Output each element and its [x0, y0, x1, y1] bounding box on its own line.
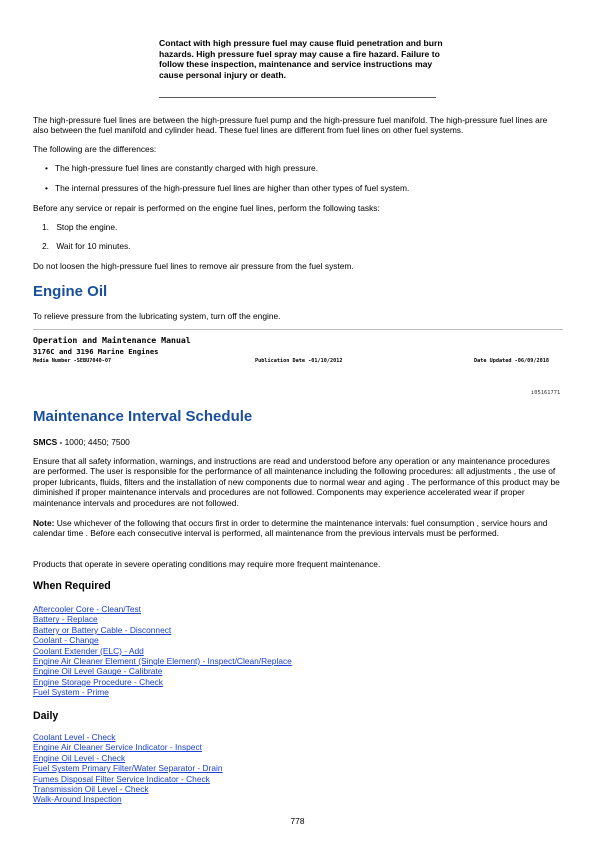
list-item — [45, 163, 555, 173]
bullet-icon: • — [45, 183, 48, 193]
link-walk-around[interactable]: Walk-Around Inspection — [33, 794, 122, 805]
link-fuel-water-separator[interactable]: Fuel System Primary Filter/Water Separator - Drain — [33, 763, 223, 774]
warning-text: Contact with high pressure fuel may cause fluid penetration and burn hazards. High pressure fuel spray may cause a fire hazard. Failure to follow these inspection, maintenance and service instructions may cause personal injury or death. — [159, 38, 443, 80]
step-number: 1. — [42, 222, 49, 232]
step-number: 2. — [42, 241, 49, 251]
smcs-value: 1000; 4450; 7500 — [64, 437, 130, 447]
safety-paragraph: Ensure that all safety information, warnings, and instructions are read and understood before any operation or any maintenance procedures are performed. The user is responsible for the performance of all maintenance including the following procedures: all adjustments , the use of proper lubricants, fluids, filters and the installation of new components due to normal wear and aging . The performance of this product may be diminished if proper maintenance intervals and procedures are not followed. Components may experience accelerated wear if proper maintenance intervals and procedures are not followed. — [33, 456, 560, 508]
note-label: Note: — [33, 518, 55, 528]
header-divider — [33, 329, 563, 330]
note-text: Use whichever of the following that occurs first in order to determine the maintenance intervals: fuel consumption , service hours and calendar time . Before each consecutive interval is performed, all maintenance from the previous intervals must be performed. — [33, 518, 548, 539]
link-aftercooler-core[interactable]: Aftercooler Core - Clean/Test — [33, 604, 141, 614]
step-text: Stop the engine. — [56, 222, 118, 232]
link-coolant-change[interactable]: Coolant - Change — [33, 635, 99, 646]
daily-links — [33, 732, 223, 805]
list-item-text: The high-pressure fuel lines are constantly charged with high pressure. — [55, 163, 319, 173]
engine-oil-paragraph: To relieve pressure from the lubricating system, turn off the engine. — [33, 311, 281, 321]
link-coolant-level[interactable]: Coolant Level - Check — [33, 732, 116, 742]
when-required-links — [33, 604, 292, 698]
list-item — [45, 183, 555, 193]
differences-intro: The following are the differences: — [33, 144, 157, 154]
engine-oil-heading: Engine Oil — [33, 283, 108, 300]
link-engine-oil-level[interactable]: Engine Oil Level - Check — [33, 752, 126, 763]
schedule-heading: Maintenance Interval Schedule — [33, 408, 253, 425]
link-coolant-extender[interactable]: Coolant Extender (ELC) - Add — [33, 645, 144, 656]
link-transmission-oil-level[interactable]: Transmission Oil Level - Check — [33, 784, 149, 795]
manual-subtitle: 3176C and 3196 Marine Engines — [33, 347, 159, 356]
link-oil-level-gauge[interactable]: Engine Oil Level Gauge - Calibrate — [33, 666, 163, 677]
link-air-cleaner-indicator[interactable]: Engine Air Cleaner Service Indicator - Inspect — [33, 742, 202, 753]
step-item — [42, 222, 117, 232]
link-fumes-disposal-filter[interactable]: Fumes Disposal Filter Service Indicator - Check — [33, 773, 210, 784]
list-item-text: The internal pressures of the high-pressure fuel lines are higher than other types of fuel system. — [55, 183, 410, 193]
link-battery-replace[interactable]: Battery - Replace — [33, 614, 98, 625]
warning-divider — [159, 97, 436, 98]
service-tasks-intro: Before any service or repair is performed on the engine fuel lines, perform the following tasks: — [33, 203, 380, 213]
link-battery-cable-disconnect[interactable]: Battery or Battery Cable - Disconnect — [33, 624, 172, 635]
link-engine-storage[interactable]: Engine Storage Procedure - Check — [33, 676, 163, 687]
note-paragraph — [33, 518, 563, 539]
step-text: Wait for 10 minutes. — [56, 241, 131, 251]
step-item — [42, 241, 131, 251]
link-fuel-system-prime[interactable]: Fuel System - Prime — [33, 687, 109, 698]
smcs-label: SMCS - — [33, 437, 65, 447]
media-number: Media Number -SEBU7040-07 — [33, 358, 112, 364]
smcs-codes — [33, 437, 130, 447]
manual-title: Operation and Maintenance Manual — [33, 335, 191, 345]
page-number: 778 — [290, 816, 305, 826]
document-id: i05161771 — [531, 390, 561, 396]
when-required-heading: When Required — [33, 580, 111, 592]
air-pressure-caution: Do not loosen the high-pressure fuel lines to remove air pressure from the fuel system. — [33, 261, 354, 271]
severe-conditions-paragraph: Products that operate in severe operating conditions may require more frequent maintenance. — [33, 559, 381, 569]
publication-date: Publication Date -01/10/2012 — [255, 358, 343, 364]
fuel-lines-paragraph: The high-pressure fuel lines are between the high-pressure fuel pump and the high-pressure fuel manifold. The high-pressure fuel lines are also between the fuel manifold and cylinder head. These fuel lines are different from fuel lines on other fuel systems. — [33, 115, 548, 136]
date-updated: Date Updated -06/09/2018 — [474, 358, 549, 364]
bullet-icon: • — [45, 163, 48, 173]
daily-heading: Daily — [33, 710, 59, 722]
link-air-cleaner-element[interactable]: Engine Air Cleaner Element (Single Element) - Inspect/Clean/Replace — [33, 656, 292, 667]
